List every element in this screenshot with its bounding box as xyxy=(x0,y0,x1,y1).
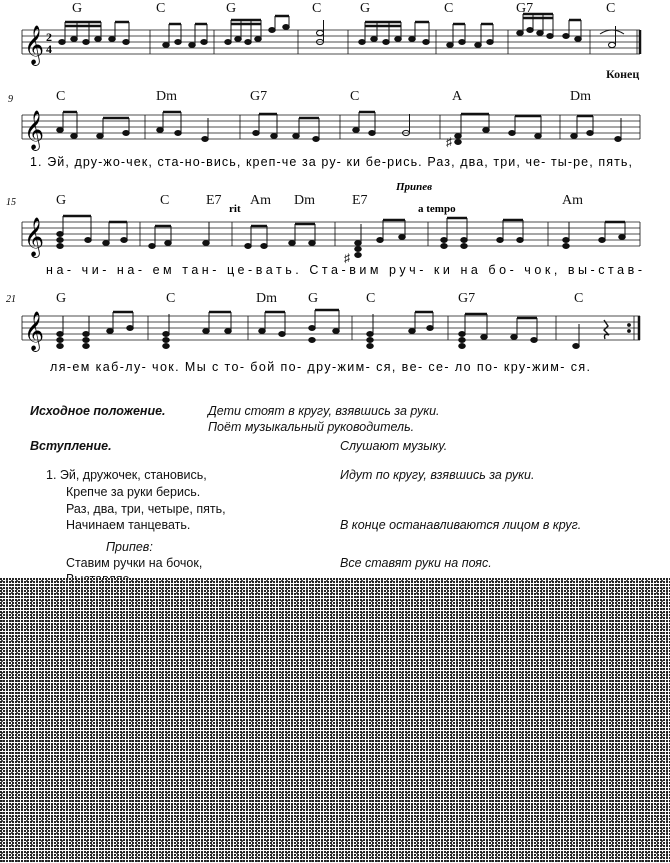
svg-text:G: G xyxy=(56,193,67,208)
svg-text:E7: E7 xyxy=(352,193,368,208)
treble-clef-2: 𝄞 xyxy=(24,110,45,150)
lyrics-line-2: на- чи- на- ем тан- це-вать. Ста-вим руч- ки на бо- чок, вы-став- xyxy=(46,263,642,277)
svg-text:C: C xyxy=(444,1,454,16)
svg-text:♯: ♯ xyxy=(446,135,452,149)
sheet-music xyxy=(0,0,670,380)
svg-text:G7: G7 xyxy=(516,1,534,16)
start-position-heading: Исходное положение. xyxy=(30,404,166,418)
svg-text:C: C xyxy=(574,291,584,306)
verse-line-4: Начинаем танцевать. xyxy=(66,518,191,532)
rit-label: rit xyxy=(229,203,241,215)
measure-number-15: 15 xyxy=(6,197,16,208)
chorus-label: Припев xyxy=(396,181,433,193)
svg-text:♯: ♯ xyxy=(344,251,350,265)
svg-text:C: C xyxy=(350,89,360,104)
time-signature: 2 xyxy=(46,30,52,44)
notes-system-2 xyxy=(57,112,622,149)
chorus-line-1: Ставим ручки на бочок, xyxy=(66,556,203,570)
svg-text:Am: Am xyxy=(250,193,271,208)
treble-clef-1: 𝄞 xyxy=(24,25,45,65)
chords-system-3 xyxy=(56,193,583,208)
measure-number-21: 21 xyxy=(6,294,16,305)
chorus-heading: Припев: xyxy=(106,540,153,554)
svg-text:Am: Am xyxy=(562,193,583,208)
verse-action-2: В конце останавливаются лицом в круг. xyxy=(340,518,582,532)
system-4 xyxy=(22,316,640,340)
treble-clef-3: 𝄞 xyxy=(24,217,45,257)
svg-text:Dm: Dm xyxy=(294,193,315,208)
lyrics-line-1: 1. Эй, дру-жо-чек, ста-но-вись, креп-че за ру- ки бе-рись. Раз, два, три, че- ты-ре, пять, xyxy=(30,155,633,169)
svg-text:C: C xyxy=(156,1,166,16)
svg-text:E7: E7 xyxy=(206,193,222,208)
svg-text:Dm: Dm xyxy=(156,89,177,104)
svg-text:G: G xyxy=(360,1,371,16)
measure-number-9: 9 xyxy=(8,94,13,105)
svg-text:C: C xyxy=(56,89,66,104)
a-tempo-label: a tempo xyxy=(418,203,456,215)
svg-text:G: G xyxy=(226,1,237,16)
svg-text:G: G xyxy=(56,291,67,306)
svg-text:G7: G7 xyxy=(458,291,476,306)
svg-text:C: C xyxy=(312,1,322,16)
svg-text:G: G xyxy=(72,1,83,16)
start-position-action-2: Поёт музыкальный руководитель. xyxy=(208,420,415,434)
svg-text:C: C xyxy=(366,291,376,306)
svg-text:Dm: Dm xyxy=(570,89,591,104)
svg-text:G: G xyxy=(308,291,319,306)
svg-text:G7: G7 xyxy=(250,89,268,104)
svg-text:C: C xyxy=(166,291,176,306)
lyrics-line-3: ля-ем каб-лу- чок. Мы с то- бой по- дру-жим- ся, ве- се- ло по- кру-жим- ся. xyxy=(50,360,591,374)
svg-text:A: A xyxy=(452,89,463,104)
chords-system-2 xyxy=(56,89,591,104)
svg-text:C: C xyxy=(606,1,616,16)
chords-system-4 xyxy=(56,291,583,306)
verse-line-2: Крепче за руки берись. xyxy=(66,485,201,499)
scan-noise-region xyxy=(0,578,670,863)
time-signature-bottom: 4 xyxy=(46,42,52,56)
conclusion-label: Конец xyxy=(606,67,640,81)
notes-system-1 xyxy=(59,14,624,48)
notes-system-3 xyxy=(57,216,626,265)
start-position-action-1: Дети стоят в кругу, взявшись за руки. xyxy=(208,404,440,418)
intro-action: Слушают музыку. xyxy=(340,439,448,453)
chorus-action-1: Все ставят руки на пояс. xyxy=(340,556,492,570)
treble-clef-4: 𝄞 xyxy=(24,311,45,351)
svg-text:Dm: Dm xyxy=(256,291,277,306)
system-3 xyxy=(22,222,640,246)
intro-heading: Вступление. xyxy=(30,439,112,453)
verse-line-3: Раз, два, три, четыре, пять, xyxy=(66,502,226,516)
verse-line-1: 1. Эй, дружочек, становись, xyxy=(46,468,207,482)
svg-text:C: C xyxy=(160,193,170,208)
verse-action-1: Идут по кругу, взявшись за руки. xyxy=(340,468,535,482)
